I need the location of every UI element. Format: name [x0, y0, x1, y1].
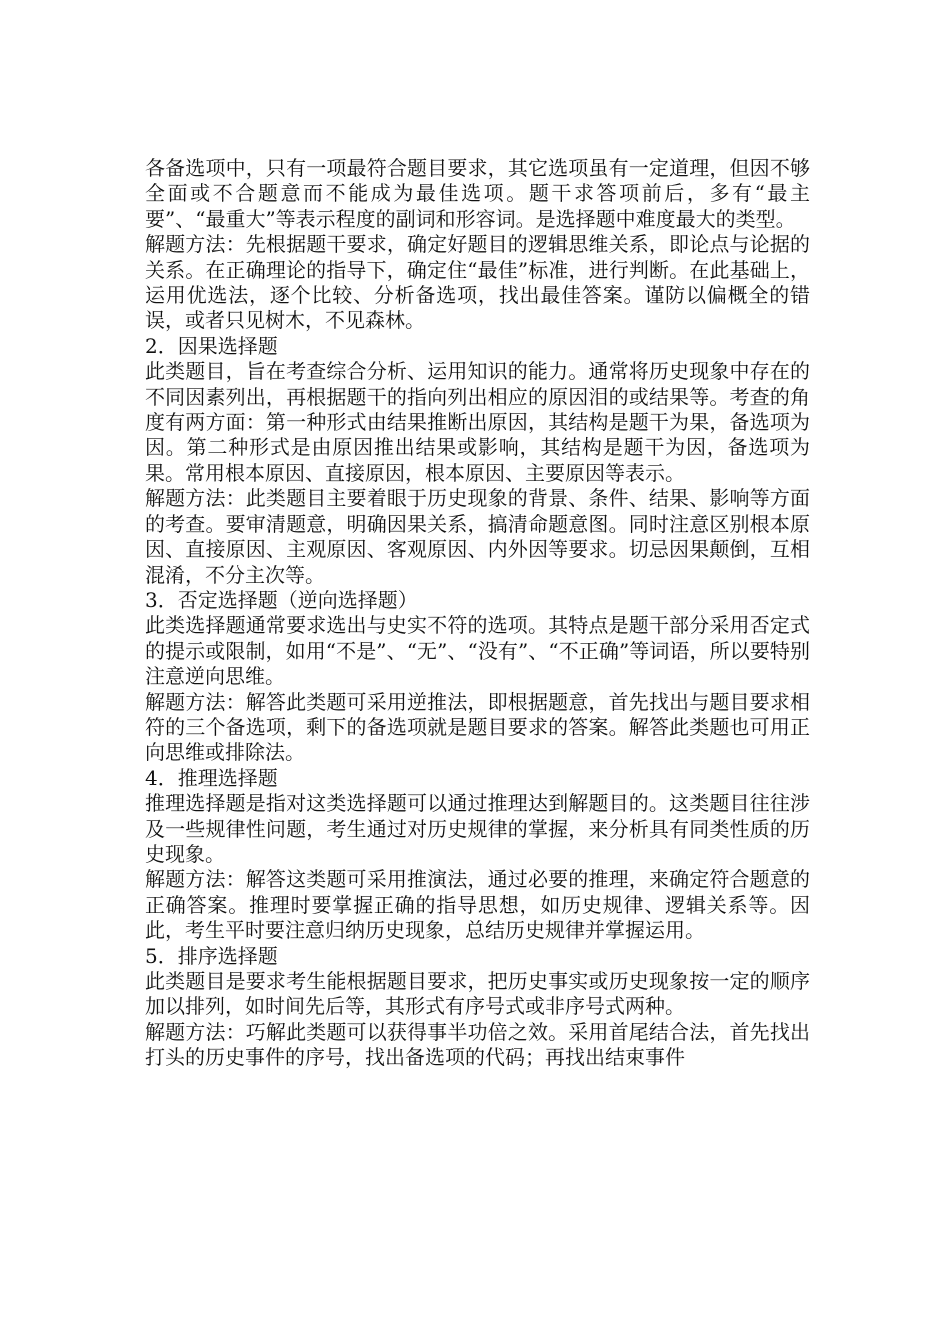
paragraph-negative-choice-method: 解题方法：解答此类题可采用逆推法，即根据题意，首先找出与题目要求相符的三个备选项，剩下的备选项就是题目要求的答案。解答此类题也可用正向思维或排除法。 — [145, 689, 810, 765]
heading-reasoning-choice: 4．推理选择题 — [145, 765, 278, 790]
heading-cause-effect: 2．因果选择题 — [145, 333, 278, 358]
heading-negative-choice: 3．否定选择题（逆向选择题） — [145, 587, 418, 612]
paragraph-ordering-choice-method: 解题方法：巧解此类题可以获得事半功倍之效。采用首尾结合法，首先找出打头的历史事件的序号，找出备选项的代码；再找出结束事件 — [145, 1019, 810, 1070]
paragraph-best-choice-description: 各备选项中，只有一项最符合题目要求，其它选项虽有一定道理，但因不够全面或不合题意而不能成为最佳选项。题干求答项前后，多有“最主要”、“最重大”等表示程度的副词和形容词。是选择题中难度最大的类型。 — [145, 156, 810, 231]
paragraph-best-choice-method: 解题方法：先根据题干要求，确定好题目的逻辑思维关系，即论点与论据的关系。在正确理论的指导下，确定住“最佳”标准，进行判断。在此基础上，运用优选法，逐个比较、分析备选项，找出最佳答案。谨防以偏概全的错误，或者只见树木，不见森林。 — [145, 232, 810, 333]
paragraph-reasoning-choice-method: 解题方法：解答这类题可采用推演法，通过必要的推理，来确定符合题意的正确答案。推理时要掌握正确的指导思想，如历史规律、逻辑关系等。因此，考生平时要注意归纳历史现象，总结历史规律并掌握运用。 — [145, 867, 810, 943]
document-body — [145, 156, 810, 1071]
paragraph-negative-choice-description: 此类选择题通常要求选出与史实不符的选项。其特点是题干部分采用否定式的提示或限制，如用“不是”、“无”、“没有”、“不正确”等词语，所以要特别注意逆向思维。 — [145, 613, 810, 689]
paragraph-cause-effect-method: 解题方法：此类题目主要着眼于历史现象的背景、条件、结果、影响等方面的考查。要审清题意，明确因果关系，搞清命题意图。同时注意区别根本原因、直接原因、主观原因、客观原因、内外因等要求。切忌因果颠倒，互相混淆，不分主次等。 — [145, 486, 810, 587]
paragraph-cause-effect-description: 此类题目，旨在考查综合分析、运用知识的能力。通常将历史现象中存在的不同因素列出，再根据题干的指向列出相应的原因泪的或结果等。考查的角度有两方面：第一种形式由结果推断出原因，其结构是题干为果，备选项为因。第二种形式是由原因推出结果或影响，其结构是题干为因，备选项为果。常用根本原因、直接原因，根本原因、主要原因等表示。 — [145, 359, 810, 485]
paragraph-ordering-choice-description: 此类题目是要求考生能根据题目要求，把历史事实或历史现象按一定的顺序加以排列，如时间先后等，其形式有序号式或非序号式两种。 — [145, 969, 810, 1019]
heading-ordering-choice: 5．排序选择题 — [145, 943, 278, 968]
paragraph-reasoning-choice-description: 推理选择题是指对这类选择题可以通过推理达到解题目的。这类题目往往涉及一些规律性问题，考生通过对历史规律的掌握，来分析具有同类性质的历史现象。 — [145, 791, 810, 866]
